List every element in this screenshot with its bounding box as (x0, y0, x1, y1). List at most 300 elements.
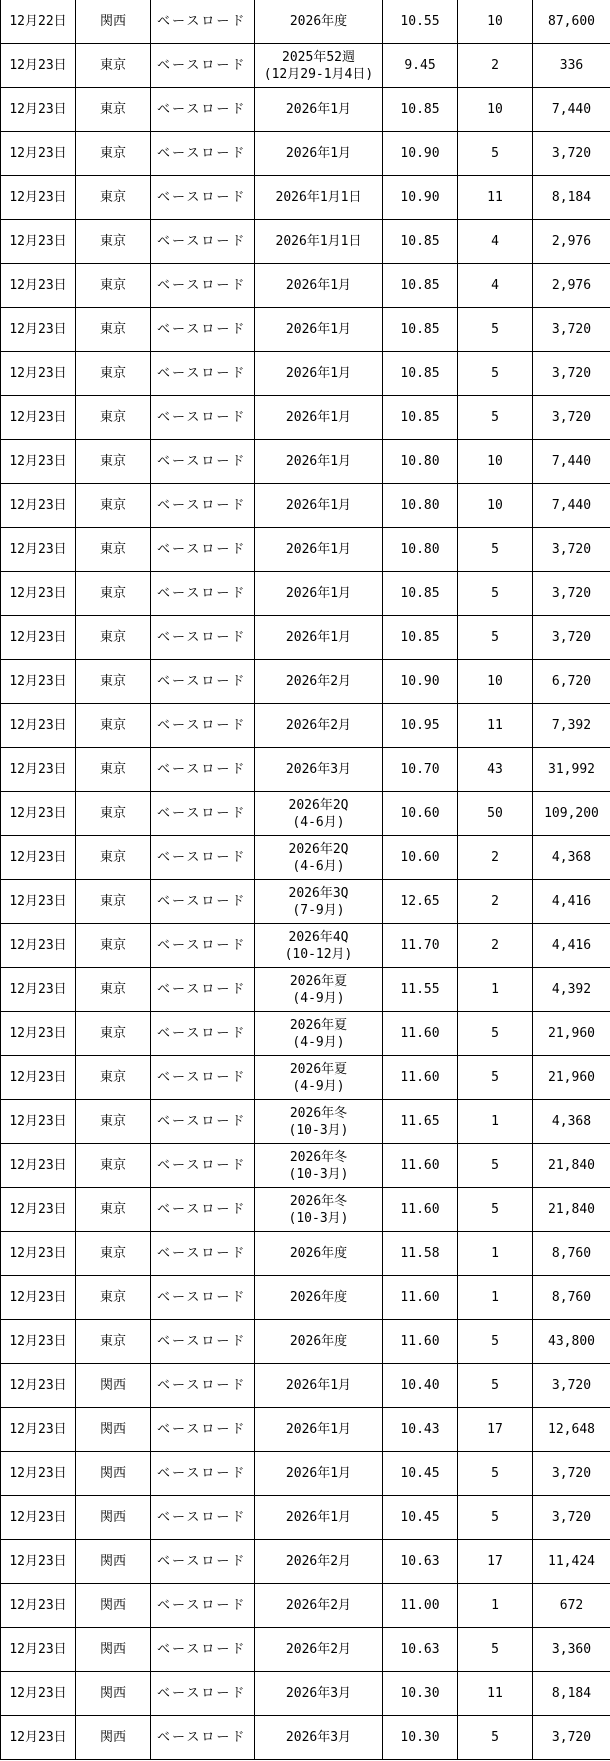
product-cell: ベースロード (151, 836, 255, 880)
area-cell: 東京 (76, 880, 151, 924)
amount-cell: 21,960 (533, 1012, 610, 1056)
trade-date-cell: 12月23日 (1, 704, 76, 748)
amount-cell: 87,600 (533, 0, 610, 44)
table-row (1, 352, 610, 396)
price-cell: 10.85 (383, 616, 458, 660)
delivery-period-cell: 2026年3月 (255, 1716, 383, 1760)
table-row (1, 1100, 610, 1144)
price-cell: 10.80 (383, 484, 458, 528)
delivery-period-cell: 2026年1月 (255, 440, 383, 484)
price-cell: 11.60 (383, 1188, 458, 1232)
volume-cell: 5 (458, 1056, 533, 1100)
delivery-period-cell: 2026年3Q (7-9月) (255, 880, 383, 924)
price-cell: 11.60 (383, 1276, 458, 1320)
amount-cell: 31,992 (533, 748, 610, 792)
price-cell: 10.40 (383, 1364, 458, 1408)
table-row (1, 616, 610, 660)
delivery-period-cell: 2026年1月 (255, 308, 383, 352)
area-cell: 東京 (76, 748, 151, 792)
amount-cell: 4,368 (533, 836, 610, 880)
price-cell: 10.95 (383, 704, 458, 748)
delivery-period-cell: 2026年2月 (255, 1584, 383, 1628)
product-cell: ベースロード (151, 1276, 255, 1320)
area-cell: 東京 (76, 1188, 151, 1232)
price-cell: 10.90 (383, 176, 458, 220)
volume-cell: 5 (458, 1144, 533, 1188)
product-cell: ベースロード (151, 220, 255, 264)
price-cell: 11.60 (383, 1144, 458, 1188)
price-cell: 10.63 (383, 1540, 458, 1584)
table-row (1, 1452, 610, 1496)
trade-date-cell: 12月23日 (1, 484, 76, 528)
volume-cell: 5 (458, 1716, 533, 1760)
table-row (1, 176, 610, 220)
table-row (1, 924, 610, 968)
price-cell: 10.45 (383, 1452, 458, 1496)
product-cell: ベースロード (151, 308, 255, 352)
product-cell: ベースロード (151, 748, 255, 792)
trade-date-cell: 12月23日 (1, 528, 76, 572)
delivery-period-cell: 2026年夏 (4-9月) (255, 1012, 383, 1056)
delivery-period-cell: 2026年1月 (255, 572, 383, 616)
price-cell: 10.63 (383, 1628, 458, 1672)
volume-cell: 4 (458, 220, 533, 264)
volume-cell: 1 (458, 1100, 533, 1144)
amount-cell: 4,416 (533, 880, 610, 924)
area-cell: 東京 (76, 1100, 151, 1144)
price-cell: 10.85 (383, 88, 458, 132)
delivery-period-cell: 2026年1月 (255, 352, 383, 396)
delivery-period-cell: 2026年度 (255, 1276, 383, 1320)
area-cell: 東京 (76, 352, 151, 396)
product-cell: ベースロード (151, 924, 255, 968)
table-row (1, 396, 610, 440)
delivery-period-cell: 2026年1月1日 (255, 176, 383, 220)
amount-cell: 6,720 (533, 660, 610, 704)
delivery-period-cell: 2025年52週 (12月29-1月4日) (255, 44, 383, 88)
area-cell: 関西 (76, 1496, 151, 1540)
amount-cell: 7,440 (533, 440, 610, 484)
delivery-period-cell: 2026年1月 (255, 528, 383, 572)
table-row (1, 968, 610, 1012)
table-row (1, 132, 610, 176)
volume-cell: 11 (458, 176, 533, 220)
amount-cell: 3,720 (533, 1364, 610, 1408)
table-row (1, 1144, 610, 1188)
table-row (1, 660, 610, 704)
price-cell: 10.85 (383, 572, 458, 616)
volume-cell: 5 (458, 1628, 533, 1672)
volume-cell: 5 (458, 1012, 533, 1056)
trade-date-cell: 12月23日 (1, 572, 76, 616)
volume-cell: 1 (458, 1232, 533, 1276)
delivery-period-cell: 2026年3月 (255, 748, 383, 792)
amount-cell: 109,200 (533, 792, 610, 836)
amount-cell: 21,840 (533, 1144, 610, 1188)
delivery-period-cell: 2026年2月 (255, 1628, 383, 1672)
table-row (1, 572, 610, 616)
volume-cell: 5 (458, 1188, 533, 1232)
table-row (1, 220, 610, 264)
product-cell: ベースロード (151, 264, 255, 308)
delivery-period-cell: 2026年1月1日 (255, 220, 383, 264)
area-cell: 東京 (76, 1232, 151, 1276)
product-cell: ベースロード (151, 528, 255, 572)
delivery-period-cell: 2026年1月 (255, 88, 383, 132)
product-cell: ベースロード (151, 1056, 255, 1100)
trade-date-cell: 12月23日 (1, 1144, 76, 1188)
amount-cell: 4,416 (533, 924, 610, 968)
trade-date-cell: 12月23日 (1, 176, 76, 220)
trade-date-cell: 12月23日 (1, 352, 76, 396)
area-cell: 東京 (76, 1012, 151, 1056)
volume-cell: 2 (458, 44, 533, 88)
amount-cell: 4,368 (533, 1100, 610, 1144)
delivery-period-cell: 2026年1月 (255, 1496, 383, 1540)
product-cell: ベースロード (151, 396, 255, 440)
table-row (1, 880, 610, 924)
delivery-period-cell: 2026年度 (255, 1320, 383, 1364)
delivery-period-cell: 2026年1月 (255, 1408, 383, 1452)
trade-date-cell: 12月22日 (1, 0, 76, 44)
trade-table-body (1, 0, 610, 1760)
area-cell: 東京 (76, 572, 151, 616)
area-cell: 関西 (76, 1452, 151, 1496)
table-row (1, 484, 610, 528)
product-cell: ベースロード (151, 1452, 255, 1496)
amount-cell: 3,720 (533, 1496, 610, 1540)
area-cell: 関西 (76, 1628, 151, 1672)
price-cell: 10.85 (383, 264, 458, 308)
volume-cell: 5 (458, 132, 533, 176)
volume-cell: 5 (458, 1452, 533, 1496)
area-cell: 東京 (76, 484, 151, 528)
delivery-period-cell: 2026年4Q (10-12月) (255, 924, 383, 968)
product-cell: ベースロード (151, 1628, 255, 1672)
area-cell: 関西 (76, 1408, 151, 1452)
area-cell: 関西 (76, 1584, 151, 1628)
delivery-period-cell: 2026年度 (255, 0, 383, 44)
amount-cell: 21,840 (533, 1188, 610, 1232)
amount-cell: 8,184 (533, 176, 610, 220)
table-row (1, 1496, 610, 1540)
price-cell: 9.45 (383, 44, 458, 88)
volume-cell: 5 (458, 1496, 533, 1540)
area-cell: 東京 (76, 220, 151, 264)
table-row (1, 1364, 610, 1408)
amount-cell: 43,800 (533, 1320, 610, 1364)
volume-cell: 17 (458, 1540, 533, 1584)
amount-cell: 11,424 (533, 1540, 610, 1584)
area-cell: 東京 (76, 44, 151, 88)
price-cell: 10.30 (383, 1716, 458, 1760)
trade-date-cell: 12月23日 (1, 1408, 76, 1452)
product-cell: ベースロード (151, 1584, 255, 1628)
table-row (1, 1232, 610, 1276)
price-cell: 10.43 (383, 1408, 458, 1452)
product-cell: ベースロード (151, 704, 255, 748)
volume-cell: 2 (458, 924, 533, 968)
trade-date-cell: 12月23日 (1, 1496, 76, 1540)
table-row (1, 440, 610, 484)
price-cell: 10.80 (383, 440, 458, 484)
amount-cell: 3,720 (533, 132, 610, 176)
price-cell: 11.60 (383, 1012, 458, 1056)
delivery-period-cell: 2026年1月 (255, 1452, 383, 1496)
amount-cell: 336 (533, 44, 610, 88)
delivery-period-cell: 2026年1月 (255, 264, 383, 308)
trade-date-cell: 12月23日 (1, 44, 76, 88)
product-cell: ベースロード (151, 0, 255, 44)
product-cell: ベースロード (151, 484, 255, 528)
trade-date-cell: 12月23日 (1, 1540, 76, 1584)
volume-cell: 5 (458, 572, 533, 616)
product-cell: ベースロード (151, 616, 255, 660)
trade-date-cell: 12月23日 (1, 396, 76, 440)
table-row (1, 308, 610, 352)
table-row (1, 1584, 610, 1628)
trade-date-cell: 12月23日 (1, 616, 76, 660)
area-cell: 東京 (76, 704, 151, 748)
product-cell: ベースロード (151, 1144, 255, 1188)
trade-date-cell: 12月23日 (1, 1672, 76, 1716)
volume-cell: 43 (458, 748, 533, 792)
trade-date-cell: 12月23日 (1, 1232, 76, 1276)
volume-cell: 1 (458, 1276, 533, 1320)
trade-date-cell: 12月23日 (1, 924, 76, 968)
volume-cell: 4 (458, 264, 533, 308)
price-cell: 11.70 (383, 924, 458, 968)
area-cell: 関西 (76, 1540, 151, 1584)
trade-date-cell: 12月23日 (1, 1012, 76, 1056)
amount-cell: 2,976 (533, 264, 610, 308)
trade-date-cell: 12月23日 (1, 1584, 76, 1628)
table-row (1, 836, 610, 880)
price-cell: 10.60 (383, 836, 458, 880)
table-row (1, 1540, 610, 1584)
amount-cell: 3,720 (533, 396, 610, 440)
volume-cell: 10 (458, 660, 533, 704)
price-cell: 10.90 (383, 132, 458, 176)
amount-cell: 4,392 (533, 968, 610, 1012)
area-cell: 東京 (76, 968, 151, 1012)
product-cell: ベースロード (151, 88, 255, 132)
table-row (1, 1716, 610, 1760)
amount-cell: 3,720 (533, 572, 610, 616)
product-cell: ベースロード (151, 1716, 255, 1760)
amount-cell: 7,440 (533, 88, 610, 132)
table-row (1, 748, 610, 792)
volume-cell: 1 (458, 968, 533, 1012)
area-cell: 東京 (76, 132, 151, 176)
trade-date-cell: 12月23日 (1, 1628, 76, 1672)
area-cell: 関西 (76, 1364, 151, 1408)
delivery-period-cell: 2026年1月 (255, 396, 383, 440)
table-row (1, 44, 610, 88)
price-cell: 10.85 (383, 396, 458, 440)
area-cell: 東京 (76, 528, 151, 572)
amount-cell: 7,440 (533, 484, 610, 528)
area-cell: 東京 (76, 88, 151, 132)
price-cell: 10.85 (383, 308, 458, 352)
delivery-period-cell: 2026年度 (255, 1232, 383, 1276)
delivery-period-cell: 2026年夏 (4-9月) (255, 968, 383, 1012)
trade-date-cell: 12月23日 (1, 132, 76, 176)
product-cell: ベースロード (151, 880, 255, 924)
table-row (1, 1628, 610, 1672)
amount-cell: 7,392 (533, 704, 610, 748)
product-cell: ベースロード (151, 1540, 255, 1584)
amount-cell: 3,720 (533, 616, 610, 660)
price-cell: 10.70 (383, 748, 458, 792)
trade-date-cell: 12月23日 (1, 1364, 76, 1408)
trade-date-cell: 12月23日 (1, 1100, 76, 1144)
amount-cell: 3,720 (533, 308, 610, 352)
trade-date-cell: 12月23日 (1, 308, 76, 352)
price-cell: 10.80 (383, 528, 458, 572)
price-cell: 11.65 (383, 1100, 458, 1144)
price-cell: 10.85 (383, 220, 458, 264)
amount-cell: 3,720 (533, 1452, 610, 1496)
delivery-period-cell: 2026年2Q (4-6月) (255, 792, 383, 836)
area-cell: 東京 (76, 1320, 151, 1364)
trade-date-cell: 12月23日 (1, 1716, 76, 1760)
product-cell: ベースロード (151, 1100, 255, 1144)
area-cell: 東京 (76, 176, 151, 220)
volume-cell: 1 (458, 1584, 533, 1628)
amount-cell: 3,360 (533, 1628, 610, 1672)
table-row (1, 0, 610, 44)
trade-date-cell: 12月23日 (1, 792, 76, 836)
trade-date-cell: 12月23日 (1, 440, 76, 484)
volume-cell: 5 (458, 616, 533, 660)
product-cell: ベースロード (151, 176, 255, 220)
table-row (1, 1320, 610, 1364)
price-cell: 11.60 (383, 1056, 458, 1100)
trade-date-cell: 12月23日 (1, 660, 76, 704)
table-row (1, 792, 610, 836)
amount-cell: 21,960 (533, 1056, 610, 1100)
volume-cell: 50 (458, 792, 533, 836)
area-cell: 東京 (76, 1276, 151, 1320)
price-cell: 10.90 (383, 660, 458, 704)
volume-cell: 5 (458, 1320, 533, 1364)
trade-date-cell: 12月23日 (1, 264, 76, 308)
product-cell: ベースロード (151, 440, 255, 484)
table-row (1, 1672, 610, 1716)
area-cell: 東京 (76, 308, 151, 352)
trade-date-cell: 12月23日 (1, 968, 76, 1012)
volume-cell: 2 (458, 880, 533, 924)
delivery-period-cell: 2026年冬 (10-3月) (255, 1188, 383, 1232)
volume-cell: 10 (458, 0, 533, 44)
area-cell: 東京 (76, 264, 151, 308)
price-cell: 12.65 (383, 880, 458, 924)
table-row (1, 704, 610, 748)
price-cell: 10.45 (383, 1496, 458, 1540)
price-cell: 11.55 (383, 968, 458, 1012)
area-cell: 東京 (76, 836, 151, 880)
trade-date-cell: 12月23日 (1, 1056, 76, 1100)
trade-date-cell: 12月23日 (1, 1276, 76, 1320)
trade-date-cell: 12月23日 (1, 836, 76, 880)
area-cell: 東京 (76, 1144, 151, 1188)
area-cell: 東京 (76, 924, 151, 968)
trade-date-cell: 12月23日 (1, 220, 76, 264)
product-cell: ベースロード (151, 132, 255, 176)
product-cell: ベースロード (151, 1188, 255, 1232)
trade-date-cell: 12月23日 (1, 1188, 76, 1232)
table-row (1, 1188, 610, 1232)
amount-cell: 2,976 (533, 220, 610, 264)
product-cell: ベースロード (151, 1496, 255, 1540)
price-cell: 10.55 (383, 0, 458, 44)
price-cell: 11.60 (383, 1320, 458, 1364)
product-cell: ベースロード (151, 1672, 255, 1716)
delivery-period-cell: 2026年3月 (255, 1672, 383, 1716)
trade-date-cell: 12月23日 (1, 748, 76, 792)
amount-cell: 3,720 (533, 352, 610, 396)
product-cell: ベースロード (151, 352, 255, 396)
amount-cell: 3,720 (533, 528, 610, 572)
product-cell: ベースロード (151, 1364, 255, 1408)
volume-cell: 11 (458, 1672, 533, 1716)
product-cell: ベースロード (151, 968, 255, 1012)
volume-cell: 5 (458, 396, 533, 440)
volume-cell: 10 (458, 484, 533, 528)
product-cell: ベースロード (151, 44, 255, 88)
product-cell: ベースロード (151, 1012, 255, 1056)
product-cell: ベースロード (151, 660, 255, 704)
delivery-period-cell: 2026年2月 (255, 704, 383, 748)
volume-cell: 17 (458, 1408, 533, 1452)
price-cell: 11.58 (383, 1232, 458, 1276)
product-cell: ベースロード (151, 792, 255, 836)
delivery-period-cell: 2026年冬 (10-3月) (255, 1144, 383, 1188)
price-cell: 11.00 (383, 1584, 458, 1628)
table-row (1, 1408, 610, 1452)
area-cell: 東京 (76, 660, 151, 704)
amount-cell: 3,720 (533, 1716, 610, 1760)
area-cell: 東京 (76, 792, 151, 836)
volume-cell: 10 (458, 88, 533, 132)
delivery-period-cell: 2026年1月 (255, 484, 383, 528)
product-cell: ベースロード (151, 1232, 255, 1276)
amount-cell: 12,648 (533, 1408, 610, 1452)
product-cell: ベースロード (151, 572, 255, 616)
amount-cell: 8,760 (533, 1276, 610, 1320)
volume-cell: 2 (458, 836, 533, 880)
table-row (1, 528, 610, 572)
delivery-period-cell: 2026年2Q (4-6月) (255, 836, 383, 880)
area-cell: 東京 (76, 440, 151, 484)
delivery-period-cell: 2026年1月 (255, 616, 383, 660)
table-row (1, 1012, 610, 1056)
delivery-period-cell: 2026年1月 (255, 132, 383, 176)
delivery-period-cell: 2026年2月 (255, 660, 383, 704)
volume-cell: 5 (458, 1364, 533, 1408)
area-cell: 関西 (76, 0, 151, 44)
product-cell: ベースロード (151, 1408, 255, 1452)
price-cell: 10.30 (383, 1672, 458, 1716)
volume-cell: 5 (458, 308, 533, 352)
trade-date-cell: 12月23日 (1, 1452, 76, 1496)
area-cell: 関西 (76, 1716, 151, 1760)
table-row (1, 1056, 610, 1100)
amount-cell: 8,184 (533, 1672, 610, 1716)
table-row (1, 1276, 610, 1320)
volume-cell: 5 (458, 528, 533, 572)
